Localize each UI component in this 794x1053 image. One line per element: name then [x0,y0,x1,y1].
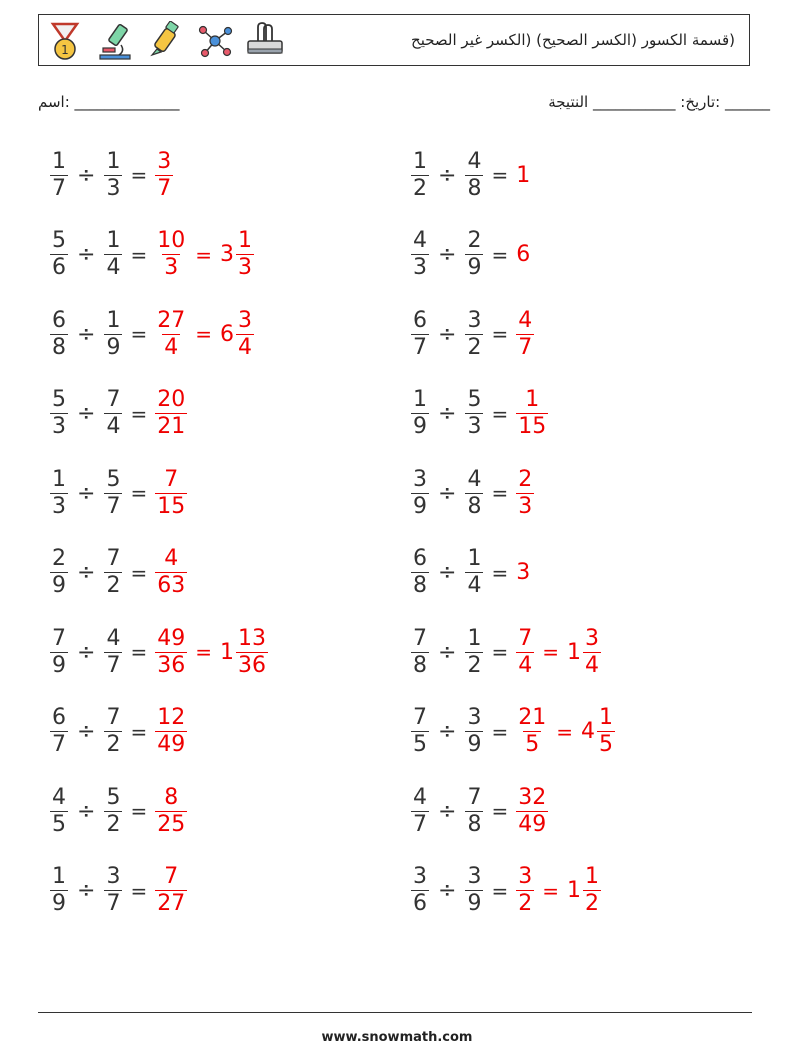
fraction [236,625,268,678]
binder-clip-icon [245,21,285,61]
fraction [411,625,429,678]
fraction [465,230,483,279]
numerator: 20 [157,387,186,412]
numerator: 3 [106,864,121,889]
numerator: 4 [164,546,179,571]
denominator: 9 [106,334,121,360]
fraction [465,148,483,201]
equals-sign: = [130,242,148,267]
numerator: 1 [106,148,121,174]
mixed-whole: 1 [566,878,581,903]
numerator: 6 [413,546,427,571]
fraction [155,230,187,279]
equals-sign: = [130,719,148,744]
divide-sign: ÷ [77,480,96,506]
numerator: 1 [52,148,66,174]
fraction [597,707,615,756]
division-problem [48,463,189,523]
equals-sign: = [491,163,509,187]
numerator: 1 [467,625,482,651]
denominator: 15 [518,414,547,439]
medal-icon [45,21,85,61]
fraction [465,307,483,360]
denominator: 9 [467,891,482,916]
fraction [104,466,122,519]
denominator: 8 [413,573,427,598]
numerator: 1 [106,228,121,253]
fraction [516,707,548,756]
denominator: 49 [518,811,547,837]
denominator: 7 [106,891,121,916]
numerator: 5 [106,466,121,492]
numerator: 49 [157,625,186,651]
highlighter-icon [145,21,185,61]
divide-sign: ÷ [77,321,96,347]
division-problem [409,781,550,841]
denominator: 3 [413,255,427,280]
equals-sign: = [195,640,212,664]
fraction [50,230,68,279]
division-problem [409,145,530,205]
fraction [411,866,429,915]
mixed-whole: 6 [219,321,234,347]
numerator: 7 [518,625,533,651]
numerator: 2 [52,546,66,571]
denominator: 36 [157,652,186,678]
fraction [155,148,173,201]
division-problem [409,225,530,285]
division-problem [48,781,189,841]
division-problem [409,304,536,364]
fraction [50,548,68,597]
denominator: 4 [164,334,179,360]
numerator: 4 [106,625,121,651]
numerator: 4 [518,307,533,333]
numerator: 3 [413,864,427,889]
equals-sign: = [130,799,148,823]
numerator: 5 [52,387,66,412]
fraction [411,148,429,201]
denominator: 4 [237,334,252,360]
denominator: 7 [413,334,427,360]
divide-sign: ÷ [438,242,457,267]
equals-sign: = [130,878,148,903]
equals-sign: = [491,719,509,744]
numerator: 2 [467,228,482,253]
numerator: 13 [237,625,266,651]
equals-sign: = [491,560,509,585]
fraction [50,307,68,360]
fraction [516,307,534,360]
equals-sign: = [130,163,148,187]
equals-sign: = [195,322,212,346]
denominator: 49 [157,732,186,757]
answer-whole: 1 [516,162,531,188]
division-problem [48,622,270,682]
equals-sign: = [130,401,148,426]
fraction [583,625,601,678]
denominator: 6 [52,255,66,280]
fraction [411,707,429,756]
numerator: 1 [413,387,427,412]
denominator: 8 [467,175,482,201]
denominator: 4 [467,573,482,598]
denominator: 8 [413,652,427,678]
numerator: 6 [52,705,66,730]
numerator: 32 [518,784,547,810]
denominator: 5 [413,732,427,757]
numerator: 27 [157,307,186,333]
fraction [104,784,122,837]
numerator: 3 [413,466,427,492]
denominator: 9 [413,414,427,439]
denominator: 8 [467,811,482,837]
equals-sign: = [491,481,509,505]
fraction [465,466,483,519]
equals-sign: = [130,322,148,346]
numerator: 1 [237,228,252,253]
fraction [104,148,122,201]
numerator: 7 [164,466,179,492]
division-problem [48,702,189,762]
numerator: 1 [598,705,613,730]
denominator: 4 [106,414,121,439]
fraction [104,707,122,756]
worksheet-title: (قسمة الكسور (الكسر الصحيح) (الكسر غير الصحيح [411,31,735,49]
divide-sign: ÷ [77,242,96,267]
numerator: 3 [467,864,482,889]
fraction [465,389,483,438]
mixed-whole: 3 [219,242,234,267]
division-problem [48,225,256,285]
fraction [411,389,429,438]
denominator: 2 [518,891,533,916]
divide-sign: ÷ [438,162,457,188]
fraction [516,784,548,837]
footer-divider [38,1012,752,1013]
divide-sign: ÷ [77,401,96,426]
denominator: 3 [237,255,252,280]
svg-text:1: 1 [61,43,69,57]
equals-sign: = [556,719,573,744]
division-problem [48,304,256,364]
fraction [465,784,483,837]
numerator: 1 [52,864,66,889]
divide-sign: ÷ [438,878,457,903]
division-problem [409,384,550,444]
mixed-whole: 1 [566,639,581,665]
fraction [465,707,483,756]
numerator: 7 [52,625,66,651]
denominator: 2 [467,334,482,360]
divide-sign: ÷ [77,798,96,824]
fraction [155,389,187,438]
divide-sign: ÷ [438,560,457,585]
division-problem [48,543,189,603]
numerator: 1 [106,307,121,333]
denominator: 9 [413,493,427,519]
denominator: 36 [237,652,266,678]
equals-sign: = [542,878,559,903]
numerator: 1 [525,387,540,412]
fraction [516,389,548,438]
fraction [50,466,68,519]
fraction [465,548,483,597]
denominator: 7 [157,175,172,201]
equals-sign: = [130,481,148,505]
divide-sign: ÷ [438,480,457,506]
denominator: 7 [413,811,427,837]
date-score-line: ______ :تاريخ: ___________ النتيجة [548,93,770,111]
divide-sign: ÷ [438,401,457,426]
fraction [155,466,187,519]
fraction [155,866,187,915]
numerator: 7 [164,864,179,889]
fraction [236,230,254,279]
fraction [155,548,187,597]
molecule-icon [195,21,235,61]
division-problem [409,543,530,603]
fraction [50,389,68,438]
fraction [50,866,68,915]
fraction [104,866,122,915]
numerator: 1 [413,148,427,174]
denominator: 2 [106,573,121,598]
numerator: 7 [106,387,121,412]
division-problem [409,463,536,523]
denominator: 25 [157,811,186,837]
denominator: 9 [52,652,66,678]
denominator: 8 [467,493,482,519]
fraction [465,625,483,678]
numerator: 21 [518,705,547,730]
fraction [50,148,68,201]
fraction [50,784,68,837]
fraction [236,307,254,360]
divide-sign: ÷ [77,560,96,585]
fraction [155,625,187,678]
numerator: 7 [413,625,427,651]
denominator: 7 [106,493,121,519]
denominator: 2 [413,175,427,201]
denominator: 5 [52,811,66,837]
numerator: 7 [413,705,427,730]
numerator: 3 [467,307,482,333]
denominator: 6 [413,891,427,916]
numerator: 3 [157,148,172,174]
denominator: 4 [584,652,599,678]
equals-sign: = [130,560,148,585]
numerator: 6 [52,307,66,333]
fraction [516,466,534,519]
division-problem [409,622,603,682]
fraction [411,548,429,597]
answer-whole: 6 [516,242,531,267]
numerator: 3 [467,705,482,730]
numerator: 7 [106,705,121,730]
division-problem [48,861,189,921]
fraction [583,866,601,915]
fraction [50,625,68,678]
numerator: 8 [164,784,179,810]
denominator: 7 [106,652,121,678]
fraction [104,625,122,678]
denominator: 9 [467,255,482,280]
denominator: 9 [467,732,482,757]
numerator: 4 [52,784,66,810]
numerator: 1 [467,546,482,571]
equals-sign: = [130,640,148,664]
numerator: 5 [106,784,121,810]
numerator: 3 [237,307,252,333]
header-icons [45,21,285,61]
divide-sign: ÷ [77,878,96,903]
answer-whole: 3 [516,560,531,585]
denominator: 3 [467,414,482,439]
fraction [50,707,68,756]
denominator: 2 [106,811,121,837]
denominator: 9 [52,573,66,598]
equals-sign: = [491,640,509,664]
division-problem [48,145,175,205]
division-problem [409,702,617,762]
fraction [104,389,122,438]
equals-sign: = [491,878,509,903]
fraction [516,866,534,915]
denominator: 3 [518,493,533,519]
denominator: 5 [525,732,540,757]
denominator: 21 [157,414,186,439]
divide-sign: ÷ [438,321,457,347]
numerator: 3 [584,625,599,651]
numerator: 4 [467,148,482,174]
numerator: 4 [413,784,427,810]
denominator: 7 [52,175,66,201]
denominator: 8 [52,334,66,360]
numerator: 3 [518,864,533,889]
numerator: 7 [106,546,121,571]
worksheet-header [38,14,750,66]
numerator: 1 [584,864,599,889]
denominator: 5 [598,732,613,757]
denominator: 4 [518,652,533,678]
denominator: 2 [584,891,599,916]
name-line: اسم: ______________ [38,93,180,111]
numerator: 2 [518,466,533,492]
equals-sign: = [491,799,509,823]
divide-sign: ÷ [77,639,96,665]
divide-sign: ÷ [77,719,96,744]
numerator: 5 [467,387,482,412]
equals-sign: = [195,242,212,267]
mixed-whole: 4 [580,719,595,744]
numerator: 6 [413,307,427,333]
numerator: 7 [467,784,482,810]
numerator: 5 [52,228,66,253]
numerator: 4 [467,466,482,492]
divide-sign: ÷ [438,719,457,744]
fraction [516,625,534,678]
fraction [104,548,122,597]
denominator: 27 [157,891,186,916]
fraction [104,307,122,360]
denominator: 15 [157,493,186,519]
fraction [411,307,429,360]
denominator: 4 [106,255,121,280]
equals-sign: = [491,401,509,426]
numerator: 1 [52,466,66,492]
divide-sign: ÷ [438,639,457,665]
denominator: 3 [52,493,66,519]
equals-sign: = [491,322,509,346]
numerator: 4 [413,228,427,253]
numerator: 10 [157,228,186,253]
fraction [411,230,429,279]
division-problem [48,384,189,444]
denominator: 63 [157,573,186,598]
fraction [155,307,187,360]
equals-sign: = [491,242,509,267]
denominator: 3 [164,255,179,280]
denominator: 7 [518,334,533,360]
fraction [155,784,187,837]
fraction [155,707,187,756]
denominator: 3 [52,414,66,439]
fraction [411,466,429,519]
divide-sign: ÷ [438,798,457,824]
fraction [465,866,483,915]
denominator: 2 [467,652,482,678]
fraction [104,230,122,279]
denominator: 9 [52,891,66,916]
denominator: 7 [52,732,66,757]
division-problem [409,861,603,921]
footer-url: www.snowmath.com [321,1030,473,1045]
denominator: 3 [106,175,121,201]
mixed-whole: 1 [219,639,234,665]
fraction [411,784,429,837]
numerator: 12 [157,705,186,730]
equals-sign: = [542,640,559,664]
denominator: 2 [106,732,121,757]
microscope-icon [95,21,135,61]
divide-sign: ÷ [77,162,96,188]
